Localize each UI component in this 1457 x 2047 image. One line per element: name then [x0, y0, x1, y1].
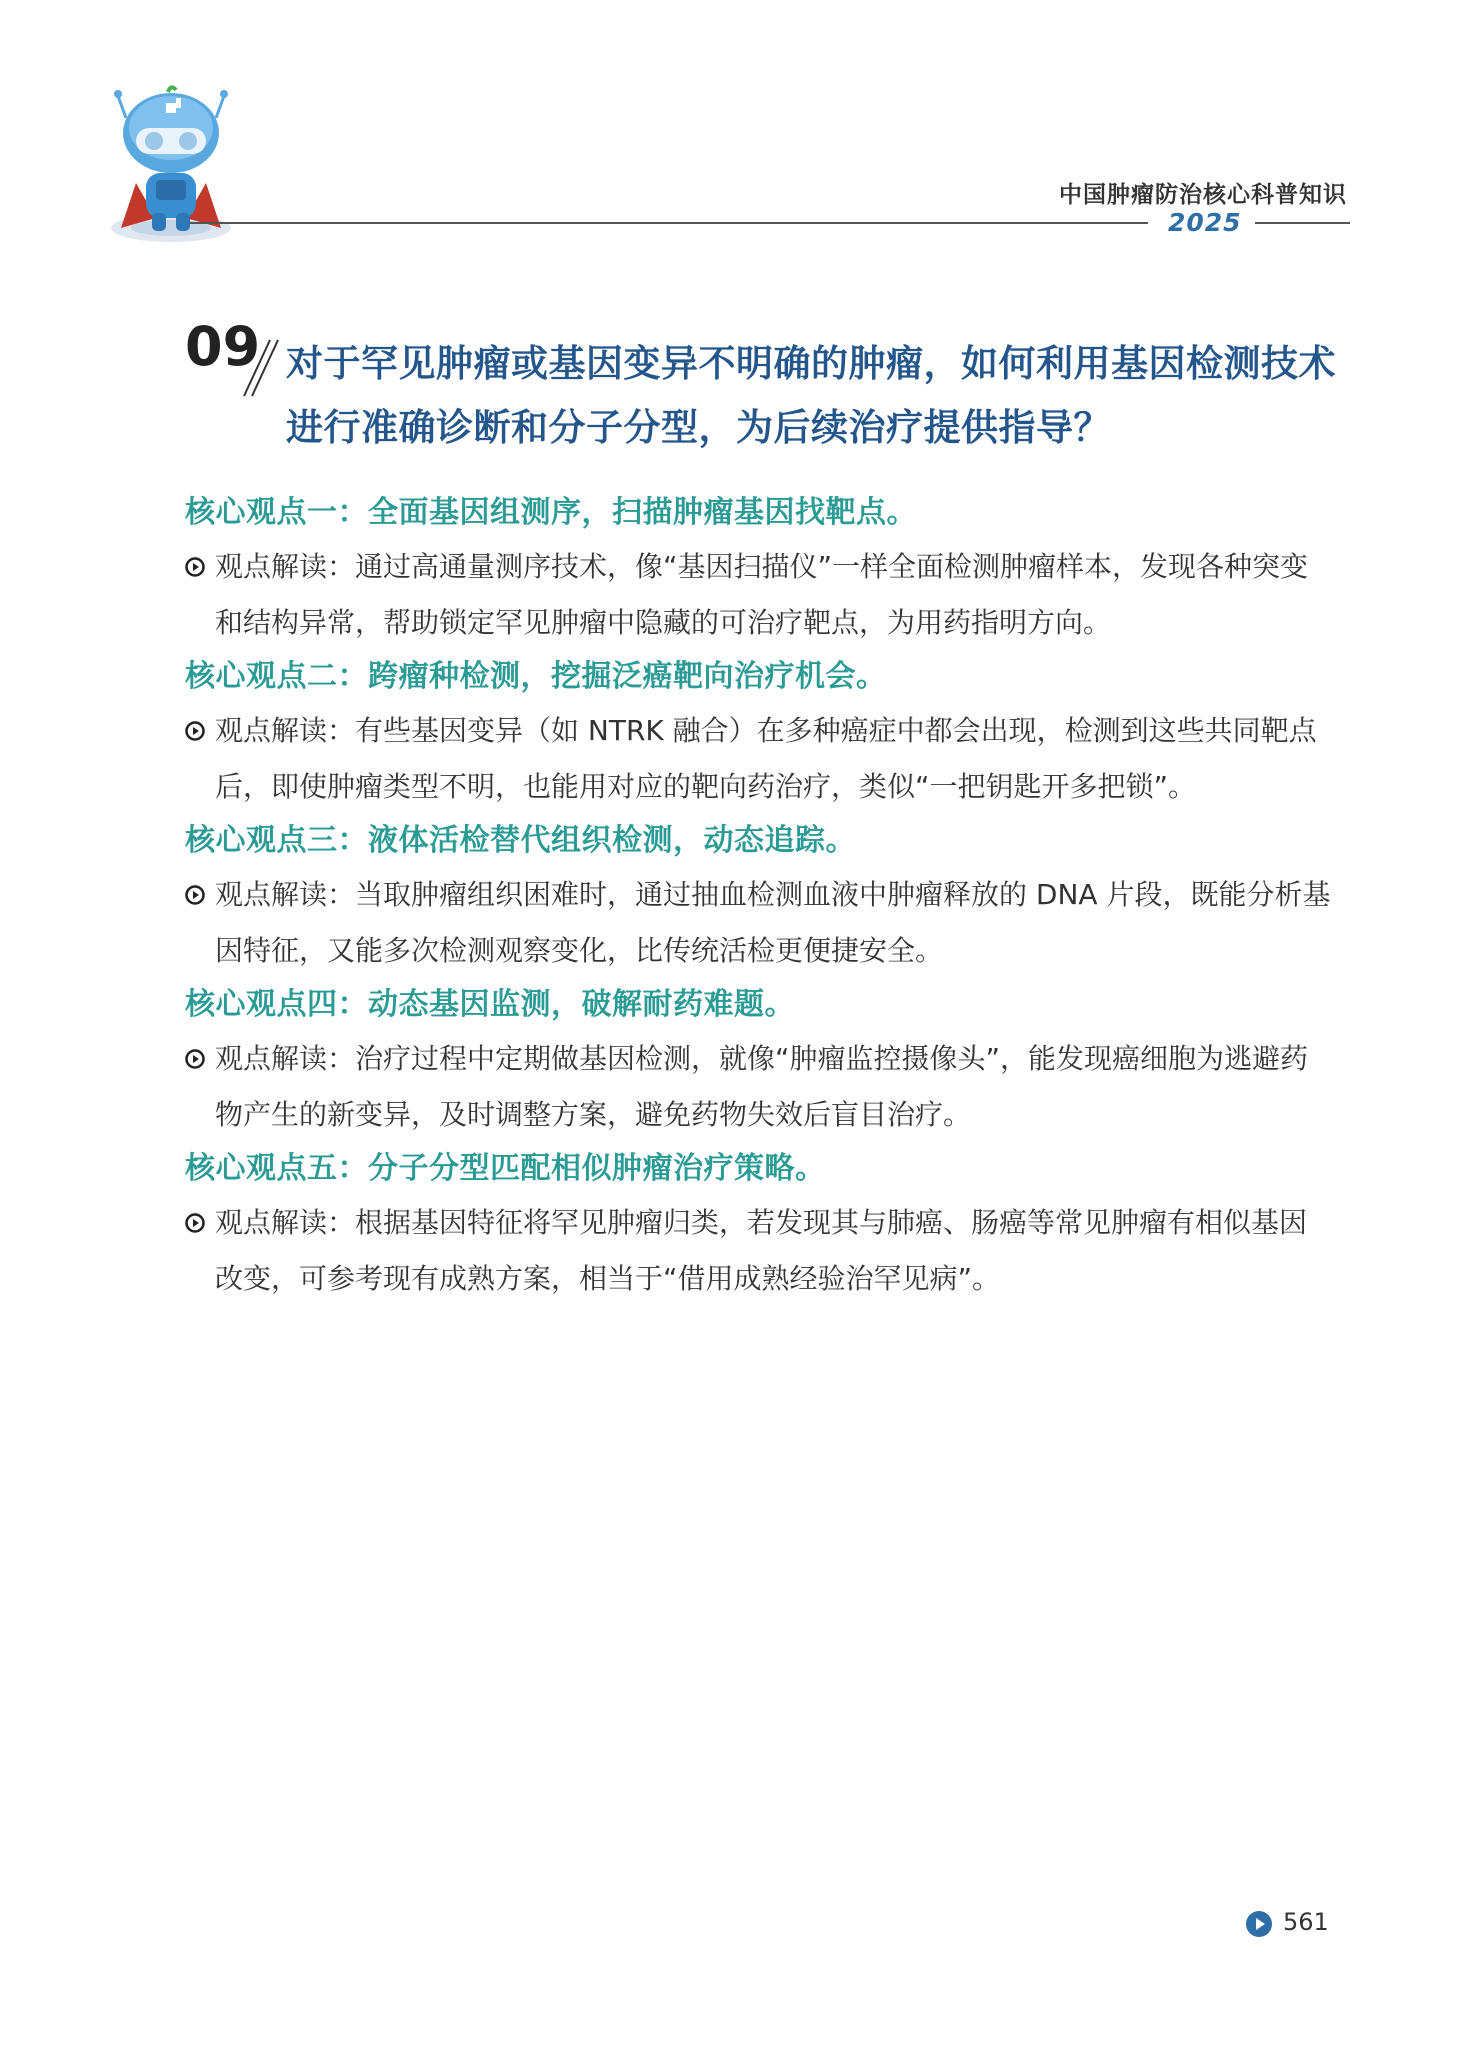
explanation-label: 观点解读： [215, 1206, 356, 1239]
core-point-title: 核心观点四：动态基因监测，破解耐药难题。 [185, 987, 795, 1022]
explanation-label: 观点解读： [215, 550, 356, 583]
core-point [185, 1143, 1335, 1307]
core-point-explanation [185, 1195, 1335, 1307]
question-title: 对于罕见肿瘤或基因变异不明确的肿瘤，如何利用基因检测技术进行准确诊断和分子分型，为后续治疗提供指导？ [286, 342, 1336, 449]
core-point [185, 979, 1335, 1143]
core-point-explanation [185, 703, 1335, 815]
core-point-title: 核心观点一：全面基因组测序，扫描肿瘤基因找靶点。 [185, 495, 917, 530]
header-year: 2025 [1168, 208, 1242, 237]
circle-play-bullet-icon [185, 885, 205, 905]
circle-play-bullet-icon [185, 557, 205, 577]
explanation-label: 观点解读： [215, 878, 356, 911]
core-point-title: 核心观点五：分子分型匹配相似肿瘤治疗策略。 [185, 1151, 826, 1186]
core-point-explanation [185, 1031, 1335, 1143]
explanation-label: 观点解读： [215, 714, 356, 747]
explanation-text: 通过高通量测序技术，像“基因扫描仪”一样全面检测肿瘤样本，发现各种突变和结构异常，帮助锁定罕见肿瘤中隐藏的可治疗靶点，为用药指明方向。 [215, 550, 1309, 639]
core-point [185, 487, 1335, 651]
explanation-label: 观点解读： [215, 1042, 356, 1075]
core-points-list [185, 487, 1335, 1307]
page-number: 561 [1283, 1908, 1329, 1936]
core-point-explanation [185, 539, 1335, 651]
slash-divider-icon [240, 338, 280, 398]
circle-play-bullet-icon [185, 721, 205, 741]
core-point-title: 核心观点三：液体活检替代组织检测，动态追踪。 [185, 823, 856, 858]
circle-play-bullet-icon [185, 1213, 205, 1233]
question-number: 09 [185, 315, 261, 378]
header-divider-left [190, 222, 1148, 224]
core-point [185, 815, 1335, 979]
explanation-text: 有些基因变异（如 NTRK 融合）在多种癌症中都会出现，检测到这些共同靶点后，即使肿瘤类型不明，也能用对应的靶向药治疗，类似“一把钥匙开多把锁”。 [215, 714, 1317, 803]
core-point-explanation [185, 867, 1335, 979]
header-divider-right [1255, 222, 1350, 224]
explanation-text: 根据基因特征将罕见肿瘤归类，若发现其与肺癌、肠癌等常见肿瘤有相似基因改变，可参考现有成熟方案，相当于“借用成熟经验治罕见病”。 [215, 1206, 1308, 1295]
core-point [185, 651, 1335, 815]
explanation-text: 治疗过程中定期做基因检测，就像“肿瘤监控摄像头”，能发现癌细胞为逃避药物产生的新变异，及时调整方案，避免药物失效后盲目治疗。 [215, 1042, 1309, 1131]
page-play-icon [1245, 1910, 1273, 1938]
circle-play-bullet-icon [185, 1049, 205, 1069]
core-point-title: 核心观点二：跨瘤种检测，挖掘泛癌靶向治疗机会。 [185, 659, 887, 694]
book-title: 中国肿瘤防治核心科普知识 [1059, 182, 1347, 208]
explanation-text: 当取肿瘤组织困难时，通过抽血检测血液中肿瘤释放的 DNA 片段，既能分析基因特征，又能多次检测观察变化，比传统活检更便捷安全。 [215, 878, 1331, 967]
